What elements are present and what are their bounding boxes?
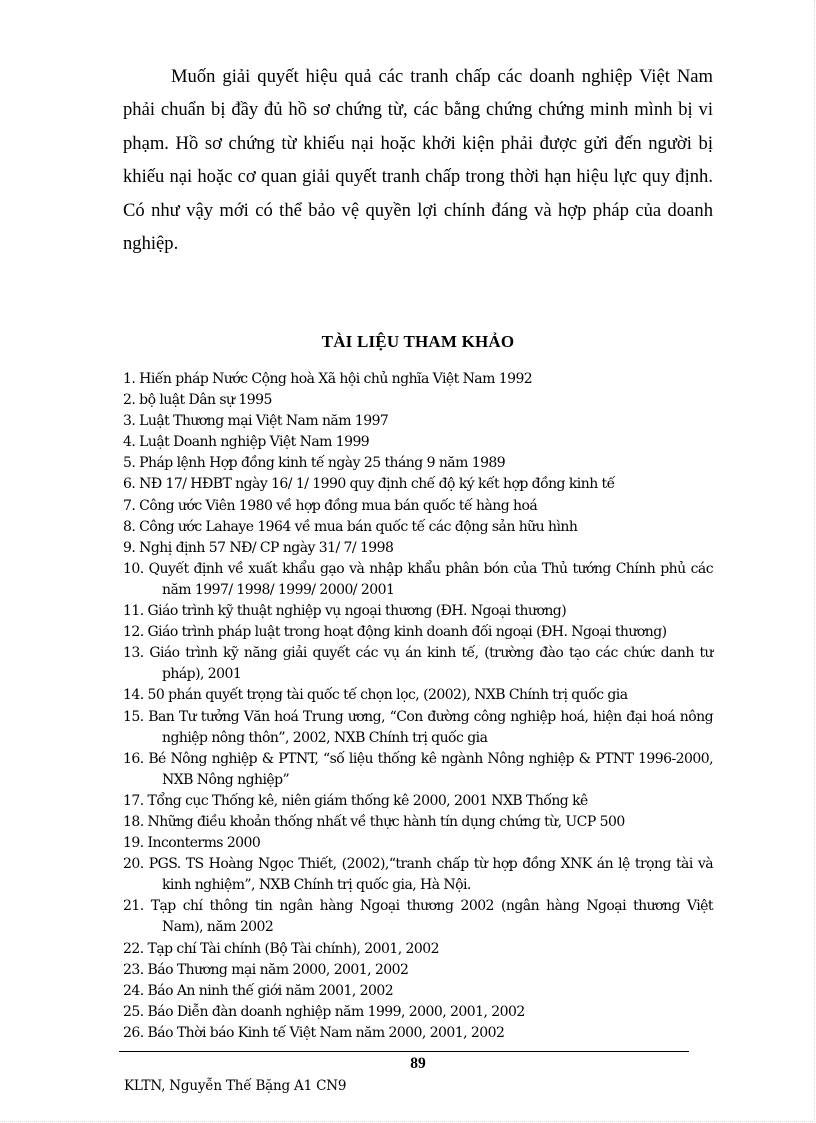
reference-item [123, 432, 713, 453]
reference-text: Báo An ninh thế giới năm 2001, 2002 [147, 982, 394, 999]
reference-number: 18. [123, 813, 144, 830]
reference-text: 50 phán quyết trọng tài quốc tế chọn lọc, (2002), NXB Chính trị quốc gia [147, 687, 628, 704]
reference-number: 19. [123, 835, 144, 852]
reference-item [123, 517, 713, 538]
reference-text: Báo Thời báo Kinh tế Việt Nam năm 2000, 2001, 2002 [147, 1024, 505, 1041]
reference-text: Quyết định về xuất khẩu gạo và nhập khẩu phân bón của Thủ tướng Chính phủ các năm 1997/ 1998/ 1999/ 2000/ 2001 [148, 560, 713, 598]
reference-number: 22. [123, 940, 144, 957]
reference-item [123, 643, 713, 685]
body-paragraph: Muốn giải quyết hiệu quả các tranh chấp các doanh nghiệp Việt Nam phải chuẩn bị đầy đủ hồ sơ chứng từ, các bằng chứng chứng minh mình bị vi phạm. Hồ sơ chứng từ khiếu nại hoặc khởi kiện phải được gửi đến người bị khiếu nại hoặc cơ quan giải quyết tranh chấp trong thời hạn hiệu lực quy định. Có như vậy mới có thể bảo vệ quyền lợi chính đáng và hợp pháp của doanh nghiệp. [123, 66, 713, 255]
reference-text: NĐ 17/ HĐBT ngày 16/ 1/ 1990 quy định chế độ ký kết hợp đồng kinh tế [139, 476, 615, 493]
reference-number: 12. [123, 624, 144, 641]
reference-item [123, 601, 713, 622]
footer-divider [119, 1051, 689, 1052]
reference-item [123, 390, 713, 411]
reference-number: 20. [123, 856, 144, 873]
reference-item [123, 1002, 713, 1023]
reference-number: 17. [123, 792, 144, 809]
reference-text: Công ước Lahaye 1964 về mua bán quốc tế các động sản hữu hình [139, 518, 578, 535]
reference-item [123, 474, 713, 495]
reference-text: Báo Thương mại năm 2000, 2001, 2002 [147, 961, 409, 978]
reference-number: 3. [123, 413, 136, 430]
reference-item [123, 559, 713, 601]
reference-number: 13. [123, 645, 144, 662]
reference-number: 6. [123, 476, 136, 493]
reference-text: Ban Tư tưởng Văn hoá Trung ương, “Con đường công nghiệp hoá, hiện đại hoá nông nghiệp nông thôn”, 2002, NXB Chính trị quốc gia [148, 708, 713, 746]
reference-number: 10. [123, 560, 144, 577]
reference-item [123, 896, 713, 938]
reference-item [123, 369, 713, 390]
reference-item [123, 812, 713, 833]
reference-text: Inconterms 2000 [147, 835, 261, 852]
reference-number: 8. [123, 518, 136, 535]
reference-item [123, 707, 713, 749]
reference-number: 14. [123, 687, 144, 704]
reference-item [123, 622, 713, 643]
reference-item [123, 496, 713, 517]
reference-item [123, 833, 713, 854]
reference-text: Luật Doanh nghiệp Việt Nam 1999 [139, 434, 370, 451]
reference-text: Pháp lệnh Hợp đồng kinh tế ngày 25 tháng 9 năm 1989 [139, 455, 506, 472]
reference-item [123, 981, 713, 1002]
reference-item [123, 854, 713, 896]
reference-item [123, 960, 713, 981]
reference-item [123, 538, 713, 559]
reference-text: Những điều khoản thống nhất về thực hành tín dụng chứng từ, UCP 500 [147, 813, 625, 830]
reference-item [123, 453, 713, 474]
reference-text: Hiến pháp Nước Cộng hoà Xã hội chủ nghĩa Việt Nam 1992 [139, 371, 533, 387]
reference-number: 24. [123, 982, 144, 999]
reference-text: Công ước Viên 1980 về hợp đồng mua bán quốc tế hàng hoá [139, 497, 538, 514]
reference-item [123, 749, 713, 791]
reference-text: bộ luật Dân sự 1995 [139, 392, 272, 409]
references-heading: TÀI LIỆU THAM KHẢO [321, 332, 515, 351]
reference-number: 25. [123, 1003, 144, 1020]
reference-number: 1. [123, 371, 136, 387]
reference-number: 15. [123, 708, 144, 725]
reference-text: Tạp chí thông tin ngân hàng Ngoại thương 2002 (ngân hàng Ngoại thương Việt Nam), năm 2002 [150, 898, 713, 936]
reference-text: Giáo trình pháp luật trong hoạt động kinh doanh đối ngoại (ĐH. Ngoại thương) [147, 624, 667, 641]
reference-item [123, 1023, 713, 1044]
reference-number: 16. [123, 750, 144, 767]
footer-author: KLTN, Nguyễn Thế Bặng A1 CN9 [124, 1078, 347, 1094]
reference-text: Giáo trình kỹ thuật nghiệp vụ ngoại thương (ĐH. Ngoại thương) [147, 603, 567, 620]
page-number: 89 [410, 1055, 426, 1072]
reference-text: Tạp chí Tài chính (Bộ Tài chính), 2001, 2002 [147, 940, 439, 957]
reference-number: 5. [123, 455, 136, 472]
reference-item [123, 685, 713, 706]
reference-number: 23. [123, 961, 144, 978]
reference-item [123, 791, 713, 812]
reference-number: 11. [123, 603, 144, 620]
reference-number: 9. [123, 539, 136, 556]
reference-item [123, 939, 713, 960]
reference-text: Tổng cục Thống kê, niên giám thống kê 2000, 2001 NXB Thống kê [147, 792, 588, 809]
reference-text: Báo Diễn đàn doanh nghiệp năm 1999, 2000, 2001, 2002 [147, 1003, 525, 1020]
reference-number: 26. [123, 1024, 144, 1041]
reference-number: 21. [123, 898, 144, 915]
reference-text: PGS. TS Hoàng Ngọc Thiết, (2002),“tranh chấp từ hợp đồng XNK án lệ trọng tài và kinh nghiệm”, NXB Chính trị quốc gia, Hà Nội. [148, 856, 713, 894]
reference-text: Bé Nông nghiệp & PTNT, “số liệu thống kê ngành Nông nghiệp & PTNT 1996-2000, NXB Nông nghiệp” [148, 750, 713, 788]
references-list [123, 369, 713, 1044]
reference-number: 4. [123, 434, 136, 451]
reference-text: Giáo trình kỹ năng giải quyết các vụ án kinh tế, (trường đào tạo các chức danh tư pháp), 2001 [149, 645, 713, 683]
reference-number: 2. [123, 392, 136, 409]
reference-item [123, 411, 713, 432]
reference-text: Luật Thương mại Việt Nam năm 1997 [139, 413, 389, 430]
reference-number: 7. [123, 497, 136, 514]
reference-text: Nghị định 57 NĐ/ CP ngày 31/ 7/ 1998 [139, 539, 394, 556]
